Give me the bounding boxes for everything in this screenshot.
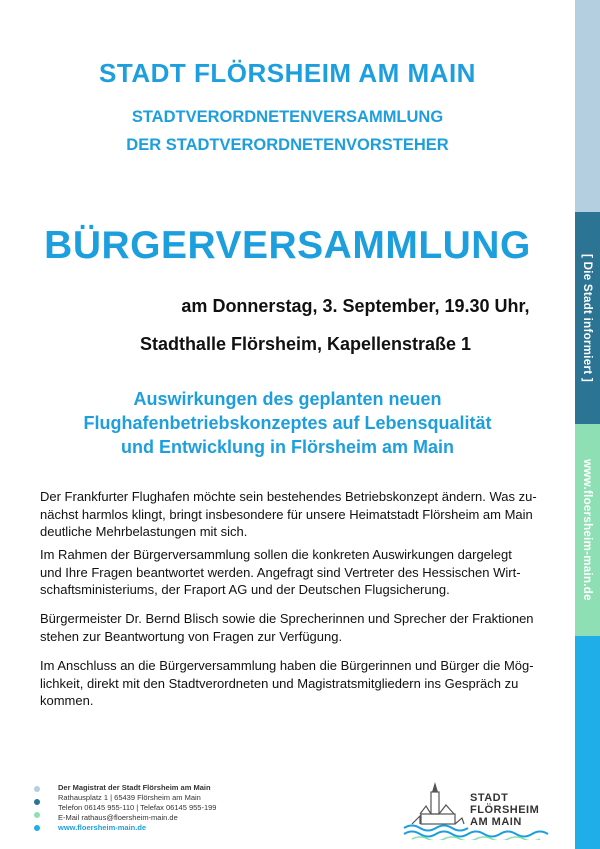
logo-line: AM MAIN xyxy=(470,816,522,828)
paragraph-line: kommen. xyxy=(40,693,94,708)
sidebar-stripe-light-blue xyxy=(575,0,600,212)
paragraph-mayor xyxy=(40,610,560,645)
sidebar-stripe-blue xyxy=(575,636,600,849)
topic-line: und Entwicklung in Flörsheim am Main xyxy=(120,437,455,457)
city-title: STADT FLÖRSHEIM AM MAIN xyxy=(99,58,476,88)
footer-address: Rathausplatz 1 | 65439 Flörsheim am Main xyxy=(58,793,201,802)
topic-line: Flughafenbetriebskonzeptes auf Lebensqualität xyxy=(83,413,492,433)
logo-line: FLÖRSHEIM xyxy=(470,804,540,816)
paragraph-line: Der Frankfurter Flughafen möchte sein bestehendes Betriebskonzept ändern. Was zu- xyxy=(40,489,537,504)
footer-dot-icon xyxy=(34,799,40,805)
paragraph-details xyxy=(40,546,560,599)
paragraph-closing xyxy=(40,657,560,710)
event-date: am Donnerstag, 3. September, 19.30 Uhr, xyxy=(181,296,530,316)
event-venue: Stadthalle Flörsheim, Kapellenstraße 1 xyxy=(139,334,472,354)
footer-dot-icon xyxy=(34,812,40,818)
page-headline: BÜRGERVERSAMMLUNG xyxy=(44,224,531,267)
paragraph-line: lichkeit, direkt mit den Stadtverordneten und Magistratsmitgliedern ins Gespräch zu xyxy=(40,675,519,691)
logo-line: STADT xyxy=(470,792,509,804)
sidebar-label-website: www.floersheim-main.de xyxy=(581,459,593,601)
paragraph-line: schaftsministeriums, der Fraport AG und der Deutschen Flugsicherung. xyxy=(40,582,450,597)
paragraph-line: deutliche Mehrbelastungen mit sich. xyxy=(40,524,248,539)
paragraph-line: nächst harmlos klingt, bringt insbesondere für unsere Heimatstadt Flörsheim am Main xyxy=(40,506,533,522)
paragraph-line: und Ihre Fragen beantwortet werden. Angefragt sind Vertreter des Hessischen Wirt- xyxy=(40,564,521,580)
footer-dot-icon xyxy=(34,825,40,831)
paragraph-line: Im Rahmen der Bürgerversammlung sollen die konkreten Auswirkungen dargelegt xyxy=(40,547,512,562)
city-logo-text xyxy=(470,792,539,828)
subtitle-chairman: DER STADTVERORDNETENVORSTEHER xyxy=(126,136,449,154)
topic-line: Auswirkungen des geplanten neuen xyxy=(133,389,442,409)
footer-title: Der Magistrat der Stadt Flörsheim am Main xyxy=(58,783,211,792)
subtitle-assembly: STADTVERORDNETENVERSAMMLUNG xyxy=(131,108,444,126)
paragraph-line: Im Anschluss an die Bürgerversammlung haben die Bürgerinnen und Bürger die Mög- xyxy=(40,658,534,673)
footer-website-link[interactable]: www.floersheim-main.de xyxy=(58,823,147,832)
footer-phone: Telefon 06145 955-110 | Telefax 06145 955-199 xyxy=(58,803,217,812)
sidebar-label-info: [ Die Stadt informiert ] xyxy=(581,254,593,382)
footer-address-block xyxy=(58,783,216,833)
paragraph-line: stehen zur Beantwortung von Fragen zur Verfügung. xyxy=(40,628,343,644)
footer-email[interactable]: E-Mail rathaus@floersheim-main.de xyxy=(58,813,178,822)
footer-dot-icon xyxy=(34,786,40,792)
paragraph-intro xyxy=(40,488,560,541)
event-topic xyxy=(0,387,575,459)
paragraph-line: Bürgermeister Dr. Bernd Blisch sowie die Sprecherinnen und Sprecher der Fraktionen xyxy=(40,611,534,626)
